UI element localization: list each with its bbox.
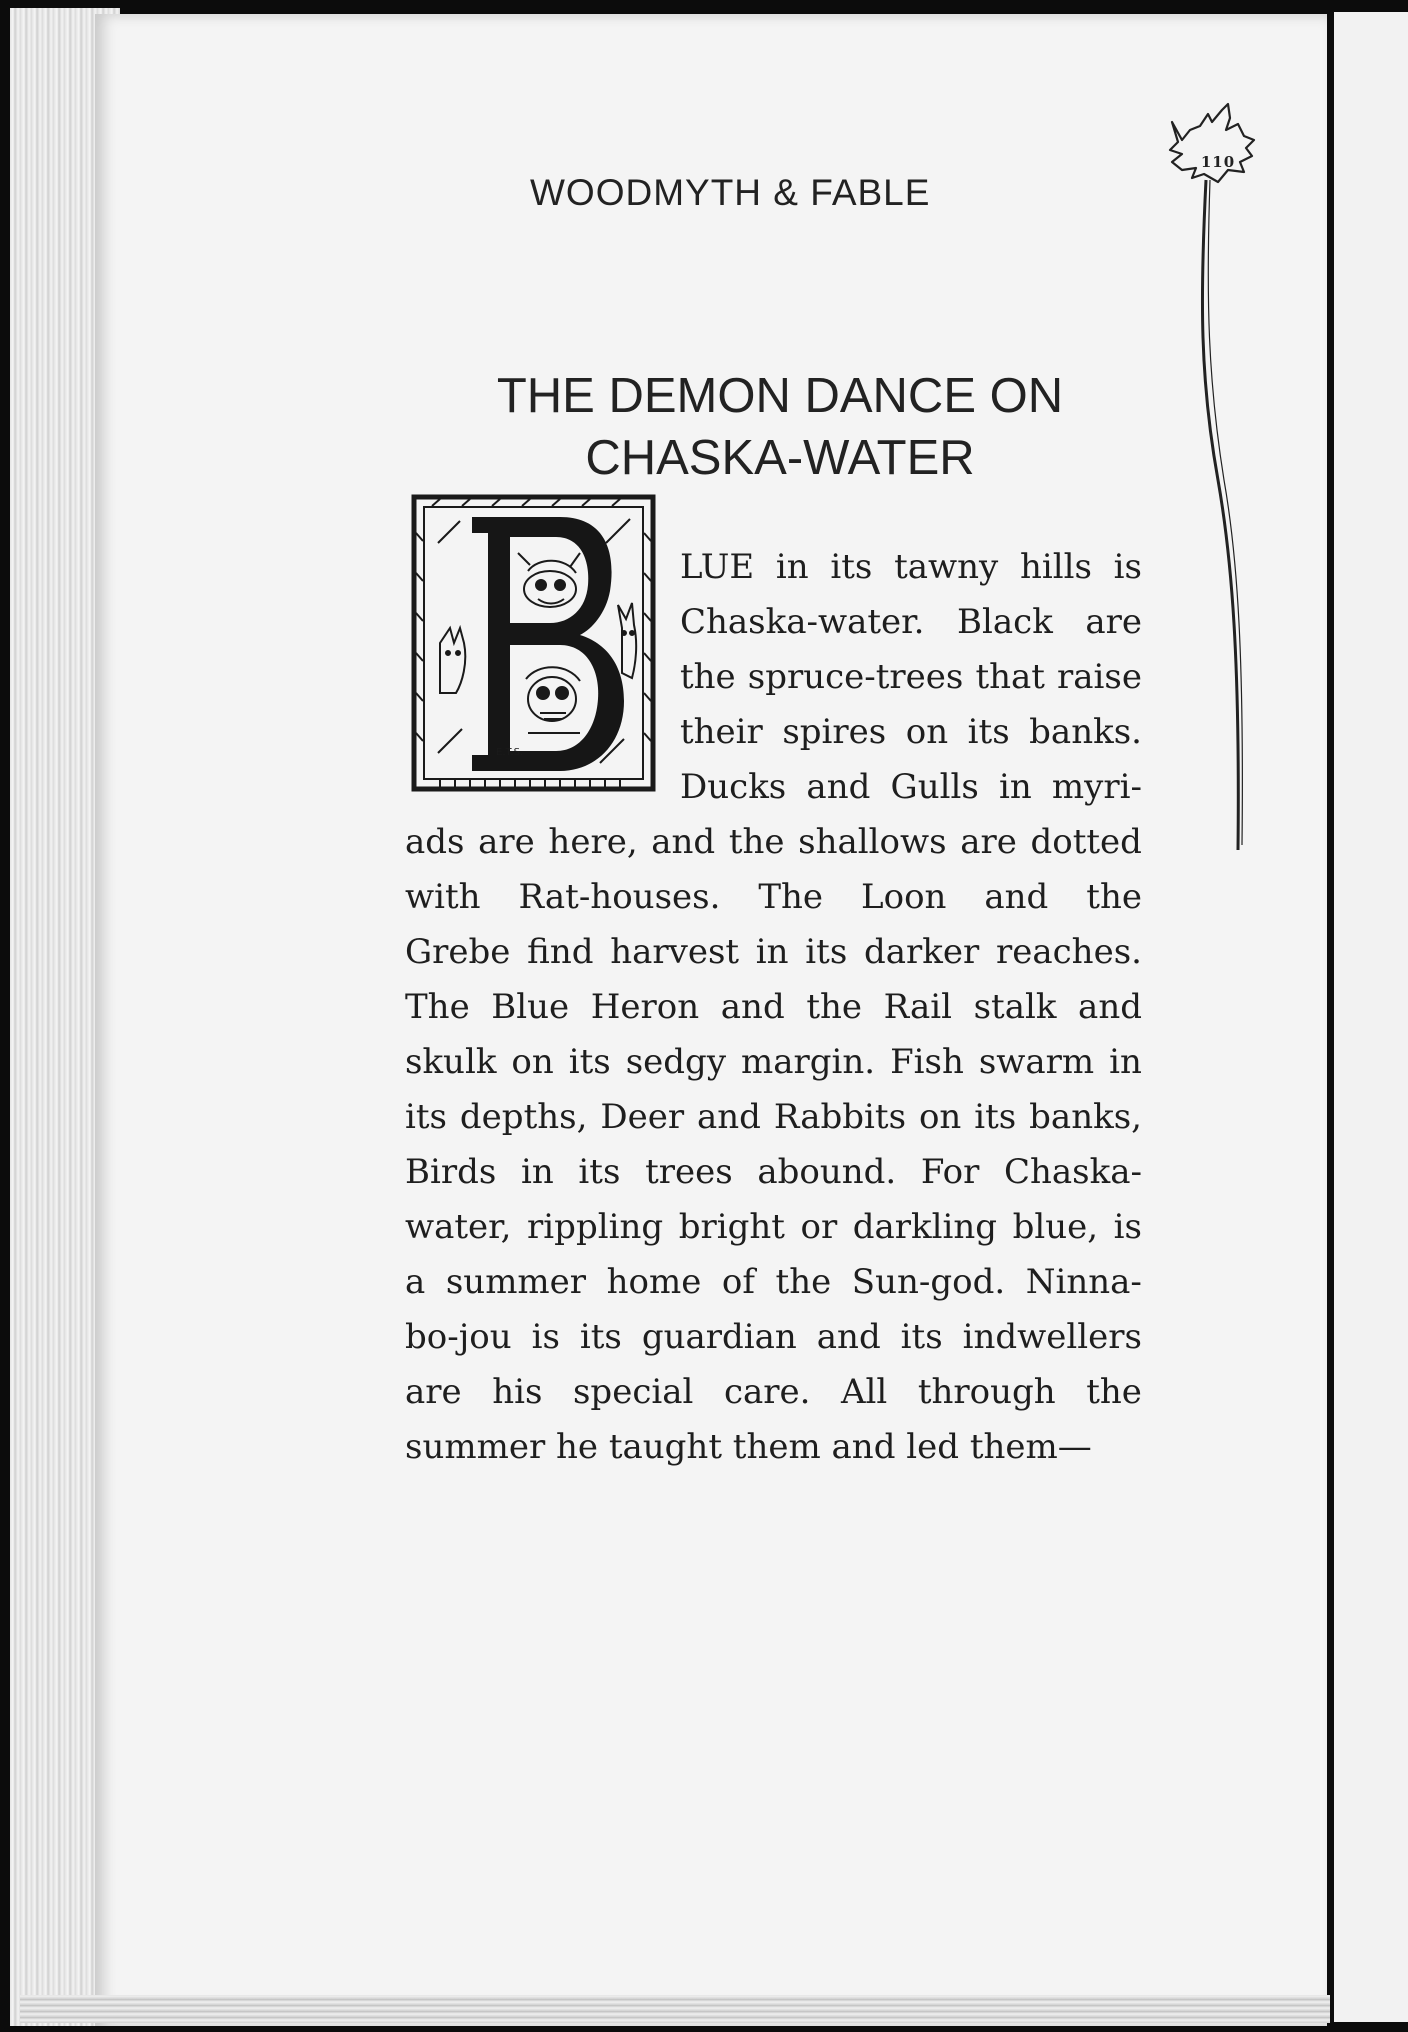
word: tawny: [894, 547, 999, 587]
word: and: [697, 1097, 761, 1137]
word: bright: [678, 1207, 785, 1247]
word: its: [805, 932, 848, 972]
word: Ninna-: [1025, 1262, 1142, 1302]
word: and: [1078, 987, 1142, 1027]
word: darker: [864, 932, 980, 972]
word: Gulls: [890, 767, 979, 807]
word: Rail: [883, 987, 952, 1027]
word: water,: [405, 1207, 512, 1247]
page-number: 110: [1200, 153, 1236, 171]
word: bo-jou: [405, 1317, 512, 1357]
word: blue,: [1012, 1207, 1099, 1247]
word: that: [975, 657, 1045, 697]
body-line: [405, 822, 1142, 862]
word: is: [531, 1317, 560, 1357]
word: The: [758, 877, 824, 917]
word: in: [520, 1152, 554, 1192]
word: Chaska-water.: [680, 602, 925, 642]
body-line: [405, 1317, 1142, 1357]
word: shallows: [798, 822, 947, 862]
word: Chaska-: [1004, 1152, 1142, 1192]
word: swarm: [978, 1042, 1095, 1082]
body-line: [680, 547, 1142, 587]
word: guardian: [641, 1317, 797, 1357]
word: LUE: [680, 547, 755, 587]
word: darkling: [852, 1207, 998, 1247]
word: its: [974, 1097, 1017, 1137]
word: the: [806, 987, 862, 1027]
word: in: [998, 767, 1032, 807]
word: its: [900, 1317, 943, 1357]
word: Ducks: [680, 767, 787, 807]
word: the: [775, 1262, 832, 1302]
word: their: [680, 712, 763, 752]
word: on: [905, 712, 949, 752]
word: Fish: [890, 1042, 964, 1082]
word: in: [1109, 1042, 1142, 1082]
body-line: [680, 602, 1142, 642]
word: Black: [957, 602, 1053, 642]
word: summer: [445, 1262, 587, 1302]
word: in: [755, 932, 789, 972]
body-line: [405, 1097, 1142, 1137]
word: Heron: [590, 987, 700, 1027]
word: his: [492, 1372, 543, 1412]
word: its: [578, 1152, 621, 1192]
word: are: [1085, 602, 1142, 642]
word: rippling: [527, 1207, 664, 1247]
word: Rat-houses.: [518, 877, 721, 917]
word: in: [775, 547, 809, 587]
word: are: [405, 1372, 462, 1412]
svg-text:E.T.S.: E.T.S.: [496, 747, 524, 758]
word: is: [1113, 1207, 1142, 1247]
word: skulk: [405, 1042, 497, 1082]
word: Blue: [491, 987, 570, 1027]
word: Rabbits: [773, 1097, 907, 1137]
word: hills: [1019, 547, 1092, 587]
body-line: summer he taught them and led them—: [405, 1427, 1092, 1467]
word: its: [579, 1317, 622, 1357]
word: trees: [645, 1152, 733, 1192]
word: the: [1086, 1372, 1142, 1412]
word: its: [405, 1097, 447, 1137]
word: and: [806, 767, 871, 807]
word: spires: [782, 712, 887, 752]
word: or: [800, 1207, 838, 1247]
body-line: [680, 712, 1142, 752]
word: special: [572, 1372, 694, 1412]
word: are: [478, 822, 535, 862]
word: banks,: [1029, 1097, 1142, 1137]
body-line: [680, 657, 1142, 697]
word: and: [816, 1317, 881, 1357]
word: raise: [1057, 657, 1142, 697]
body-line: [405, 1042, 1142, 1082]
word: care.: [723, 1372, 811, 1412]
bottom-page-edge: [20, 1995, 1330, 2023]
word: on: [918, 1097, 962, 1137]
word: banks.: [1029, 712, 1142, 752]
word: and: [984, 877, 1049, 917]
word: on: [511, 1042, 554, 1082]
word: its: [967, 712, 1010, 752]
word: and: [651, 822, 716, 862]
word: Grebe: [405, 932, 511, 972]
word: the: [680, 657, 736, 697]
word: stalk: [973, 987, 1057, 1027]
word: its: [568, 1042, 611, 1082]
word: sedgy: [625, 1042, 727, 1082]
word: reaches.: [996, 932, 1142, 972]
word: Deer: [600, 1097, 685, 1137]
maple-leaf-icon: [1160, 100, 1280, 860]
word: margin.: [741, 1042, 876, 1082]
word: is: [1113, 547, 1142, 587]
word: harvest: [610, 932, 740, 972]
word: spruce-trees: [747, 657, 964, 697]
chapter-title-line-2: CHASKA-WATER: [585, 431, 975, 485]
word: depths,: [459, 1097, 588, 1137]
body-line: [405, 1372, 1142, 1412]
word: the: [1086, 877, 1142, 917]
word: find: [527, 932, 594, 972]
word: All: [840, 1372, 888, 1412]
body-line: [405, 987, 1142, 1027]
word: home: [606, 1262, 702, 1302]
word: its: [830, 547, 873, 587]
body-line: [405, 932, 1142, 972]
word: a: [405, 1262, 426, 1302]
body-line: [405, 1152, 1142, 1192]
chapter-title: [430, 365, 1130, 489]
facing-page-edge: [1330, 12, 1408, 2022]
body-line: [680, 767, 1142, 807]
word: the: [728, 822, 785, 862]
word: For: [920, 1152, 980, 1192]
decorated-initial-b: [410, 493, 657, 793]
word: The: [405, 987, 470, 1027]
word: of: [721, 1262, 755, 1302]
word: indwellers: [962, 1317, 1142, 1357]
body-line: [405, 877, 1142, 917]
running-head: WOODMYTH & FABLE: [530, 172, 931, 213]
body-line: [405, 1262, 1142, 1302]
word: here,: [548, 822, 638, 862]
word: are: [960, 822, 1017, 862]
word: Loon: [861, 877, 947, 917]
body-line: [405, 1207, 1142, 1247]
word: ads: [405, 822, 465, 862]
word: and: [720, 987, 785, 1027]
word: myri-: [1051, 767, 1142, 807]
word: abound.: [757, 1152, 897, 1192]
chapter-title-line-1: THE DEMON DANCE ON: [496, 369, 1064, 423]
word: with: [405, 877, 481, 917]
word: Sun-god.: [851, 1262, 1006, 1302]
word: dotted: [1030, 822, 1142, 862]
word: Birds: [405, 1152, 497, 1192]
word: through: [917, 1372, 1056, 1412]
